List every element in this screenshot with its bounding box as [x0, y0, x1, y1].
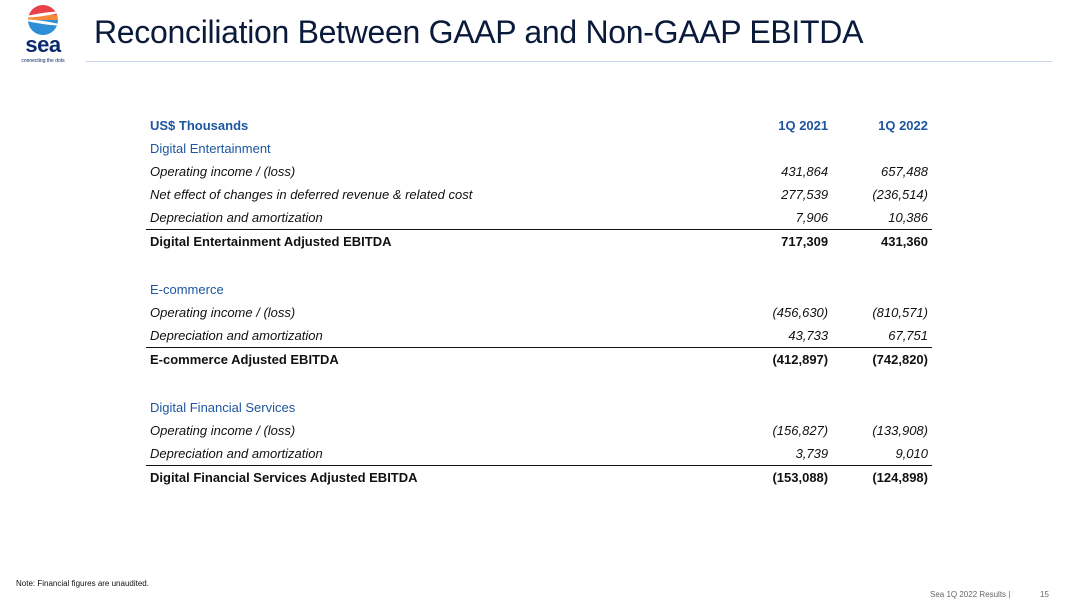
- row-value-1q2021: 43,733: [732, 324, 832, 348]
- row-value-1q2021: 3,739: [732, 442, 832, 466]
- section-title-ecommerce: E-commerce: [150, 282, 224, 297]
- table-row: [146, 183, 932, 206]
- table-row: [146, 301, 932, 324]
- row-label: Depreciation and amortization: [146, 206, 732, 230]
- total-value-1q2021: (153,088): [772, 470, 829, 485]
- header-units: US$ Thousands: [150, 118, 249, 133]
- row-value-1q2022: (810,571): [872, 305, 928, 320]
- page-title: Reconciliation Between GAAP and Non-GAAP EBITDA: [94, 14, 864, 50]
- row-label: Operating income / (loss): [150, 305, 296, 320]
- section-row: [146, 278, 932, 301]
- row-value-1q2022: (133,908): [872, 423, 928, 438]
- logo-mark-icon: [28, 5, 58, 35]
- total-value-1q2022: 431,360: [881, 234, 928, 249]
- total-value-1q2021: 717,309: [781, 234, 829, 249]
- reconciliation-table: [146, 114, 932, 489]
- total-row: [146, 348, 932, 372]
- total-value-1q2022: (124,898): [872, 470, 928, 485]
- row-label: Operating income / (loss): [150, 164, 296, 179]
- header-col-1q2021: 1Q 2021: [778, 118, 829, 133]
- table-row: [146, 324, 932, 348]
- row-label: Net effect of changes in deferred revenue & related cost: [150, 187, 473, 202]
- footnote: Note: Financial figures are unaudited.: [16, 579, 149, 588]
- row-label: Operating income / (loss): [150, 423, 296, 438]
- row-value-1q2021: 7,906: [732, 206, 832, 230]
- row-value-1q2022: 10,386: [832, 206, 932, 230]
- table-header-row: [146, 114, 932, 137]
- row-value-1q2021: 277,539: [781, 187, 829, 202]
- title-divider: [86, 61, 1052, 62]
- section-title-digital-entertainment: Digital Entertainment: [150, 141, 271, 156]
- row-label: Depreciation and amortization: [146, 324, 732, 348]
- row-label: Depreciation and amortization: [146, 442, 732, 466]
- sea-logo: [20, 5, 66, 65]
- spacer-row: [146, 253, 932, 278]
- table-row: [146, 442, 932, 466]
- total-label: Digital Entertainment Adjusted EBITDA: [150, 234, 392, 249]
- total-label: Digital Financial Services Adjusted EBITDA: [150, 470, 418, 485]
- table-row: [146, 419, 932, 442]
- total-row: [146, 466, 932, 490]
- section-title-digital-financial-services: Digital Financial Services: [150, 400, 296, 415]
- row-value-1q2021: 431,864: [781, 164, 829, 179]
- table-row: [146, 206, 932, 230]
- total-value-1q2022: (742,820): [872, 352, 928, 367]
- section-row: [146, 137, 932, 160]
- spacer-row: [146, 371, 932, 396]
- row-value-1q2022: 657,488: [881, 164, 928, 179]
- row-value-1q2022: (236,514): [872, 187, 928, 202]
- section-row: [146, 396, 932, 419]
- row-value-1q2022: 67,751: [832, 324, 932, 348]
- row-value-1q2021: (456,630): [772, 305, 829, 320]
- logo-tagline: connecting the dots: [21, 58, 65, 64]
- page-number: 15: [1040, 590, 1049, 599]
- header-col-1q2022: 1Q 2022: [878, 118, 928, 133]
- total-label: E-commerce Adjusted EBITDA: [150, 352, 339, 367]
- logo-wordmark: sea: [25, 32, 61, 57]
- total-value-1q2021: (412,897): [772, 352, 829, 367]
- row-value-1q2021: (156,827): [772, 423, 829, 438]
- row-value-1q2022: 9,010: [832, 442, 932, 466]
- total-row: [146, 230, 932, 254]
- table-row: [146, 160, 932, 183]
- footer-text: Sea 1Q 2022 Results |: [930, 590, 1011, 599]
